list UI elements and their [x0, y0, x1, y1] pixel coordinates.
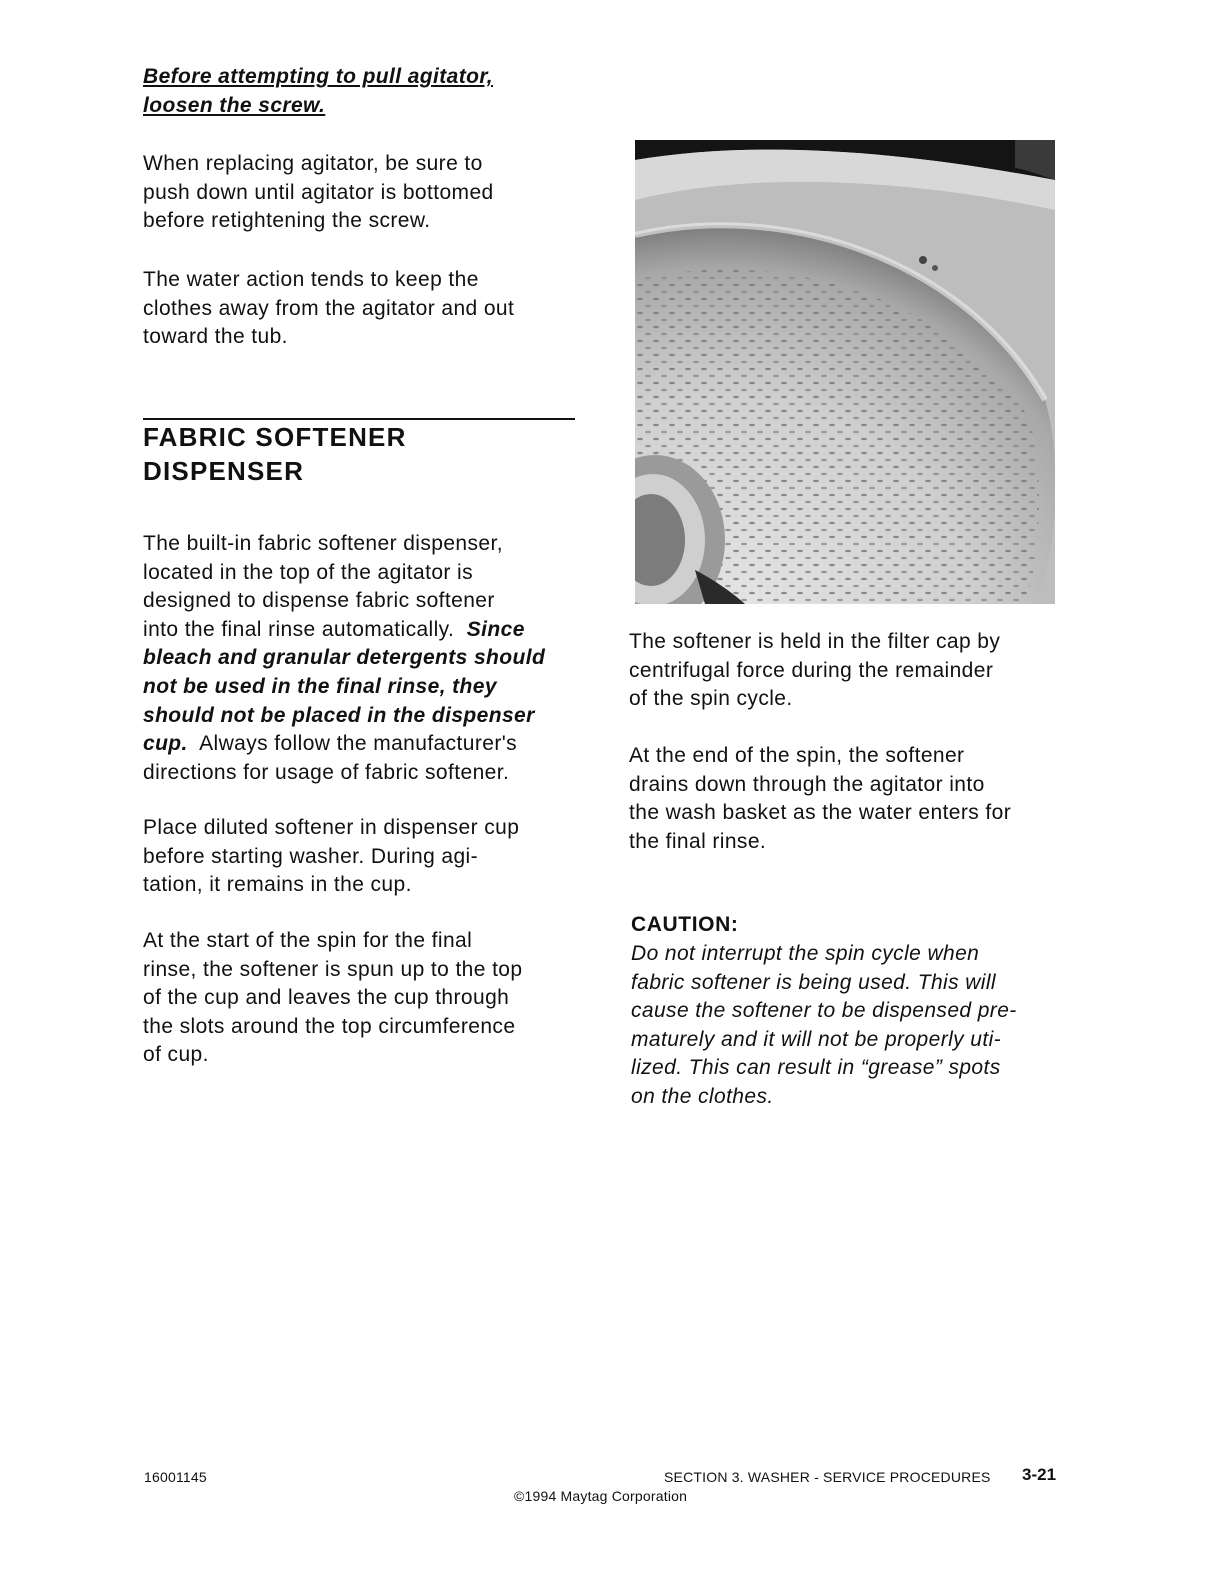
- paragraph-start-of-spin: [143, 927, 593, 1070]
- text-line: of the spin cycle.: [629, 687, 793, 711]
- heading-line: DISPENSER: [143, 456, 305, 486]
- text-line: of cup.: [143, 1043, 209, 1067]
- text-line: Place diluted softener in dispenser cup: [143, 816, 520, 839]
- text-line: At the end of the spin, the softener: [629, 744, 965, 767]
- emphasis-text: cup.: [143, 732, 188, 756]
- text-line: on the clothes.: [631, 1084, 774, 1108]
- text-line: toward the tub.: [143, 325, 288, 349]
- text-line: centrifugal force during the remainder: [629, 658, 994, 682]
- text-line: designed to dispense fabric softener: [143, 589, 495, 613]
- text-line: lized. This can result in “grease” spots: [631, 1056, 1001, 1080]
- text-line: drains down through the agitator into: [629, 772, 985, 796]
- washer-tub-image: [635, 140, 1055, 604]
- text-line: push down until agitator is bottomed: [143, 180, 494, 204]
- text-line: When replacing agitator, be sure to: [143, 152, 483, 175]
- text-line: directions for usage of fabric softener.: [143, 760, 510, 784]
- emphasis-text: Since: [466, 617, 525, 641]
- text-line: [143, 616, 593, 645]
- emphasis-line: bleach and granular detergents should: [143, 646, 546, 670]
- text-span: Always follow the manufacturer's: [199, 732, 518, 756]
- text-span: into the final rinse automatically.: [143, 617, 455, 641]
- paragraph-builtin-dispenser: [143, 530, 593, 787]
- text-line: before starting washer. During agi-: [143, 844, 478, 868]
- warning-note: [143, 63, 563, 120]
- document-number: 16001145: [144, 1469, 207, 1485]
- text-line: the wash basket as the water enters for: [629, 801, 1012, 825]
- text-line: fabric softener is being used. This will: [631, 970, 996, 994]
- heading-line: FABRIC SOFTENER: [143, 422, 407, 452]
- text-line: tation, it remains in the cup.: [143, 873, 412, 897]
- emphasis-line: not be used in the final rinse, they: [143, 674, 497, 698]
- text-line: of the cup and leaves the cup through: [143, 986, 510, 1010]
- washer-tub-photo: [635, 140, 1055, 604]
- warning-line: loosen the screw.: [143, 93, 326, 117]
- text-line: The water action tends to keep the: [143, 268, 479, 291]
- paragraph-held-in-filter: [629, 628, 1069, 714]
- caution-text: [631, 940, 1071, 1112]
- text-line: The built-in fabric softener dispenser,: [143, 532, 503, 555]
- emphasis-line: should not be placed in the dispenser: [143, 703, 535, 727]
- text-line: cause the softener to be dispensed pre-: [631, 999, 1017, 1023]
- copyright-notice: ©1994 Maytag Corporation: [514, 1488, 688, 1504]
- text-line: the slots around the top circumference: [143, 1014, 516, 1038]
- text-line: rinse, the softener is spun up to the top: [143, 957, 523, 981]
- text-line: The softener is held in the filter cap by: [629, 630, 1001, 653]
- paragraph-water-action: [143, 266, 583, 352]
- text-line: located in the top of the agitator is: [143, 560, 474, 584]
- text-line: At the start of the spin for the final: [143, 929, 473, 952]
- text-line: clothes away from the agitator and out: [143, 296, 515, 320]
- warning-line: Before attempting to pull agitator,: [143, 65, 494, 88]
- caution-label: CAUTION:: [631, 913, 739, 936]
- section-heading: [143, 420, 583, 488]
- page-number: 3-21: [1022, 1465, 1057, 1484]
- text-line: the final rinse.: [629, 829, 767, 853]
- text-line: Do not interrupt the spin cycle when: [631, 942, 980, 965]
- paragraph-end-of-spin: [629, 742, 1069, 856]
- text-line: before retightening the screw.: [143, 209, 431, 233]
- footer-section-title: SECTION 3. WASHER - SERVICE PROCEDURES: [664, 1469, 991, 1485]
- paragraph-replacing-agitator: [143, 150, 583, 236]
- paragraph-place-softener: [143, 814, 593, 900]
- text-line: maturely and it will not be properly uti-: [631, 1027, 1002, 1051]
- text-line: [143, 730, 593, 759]
